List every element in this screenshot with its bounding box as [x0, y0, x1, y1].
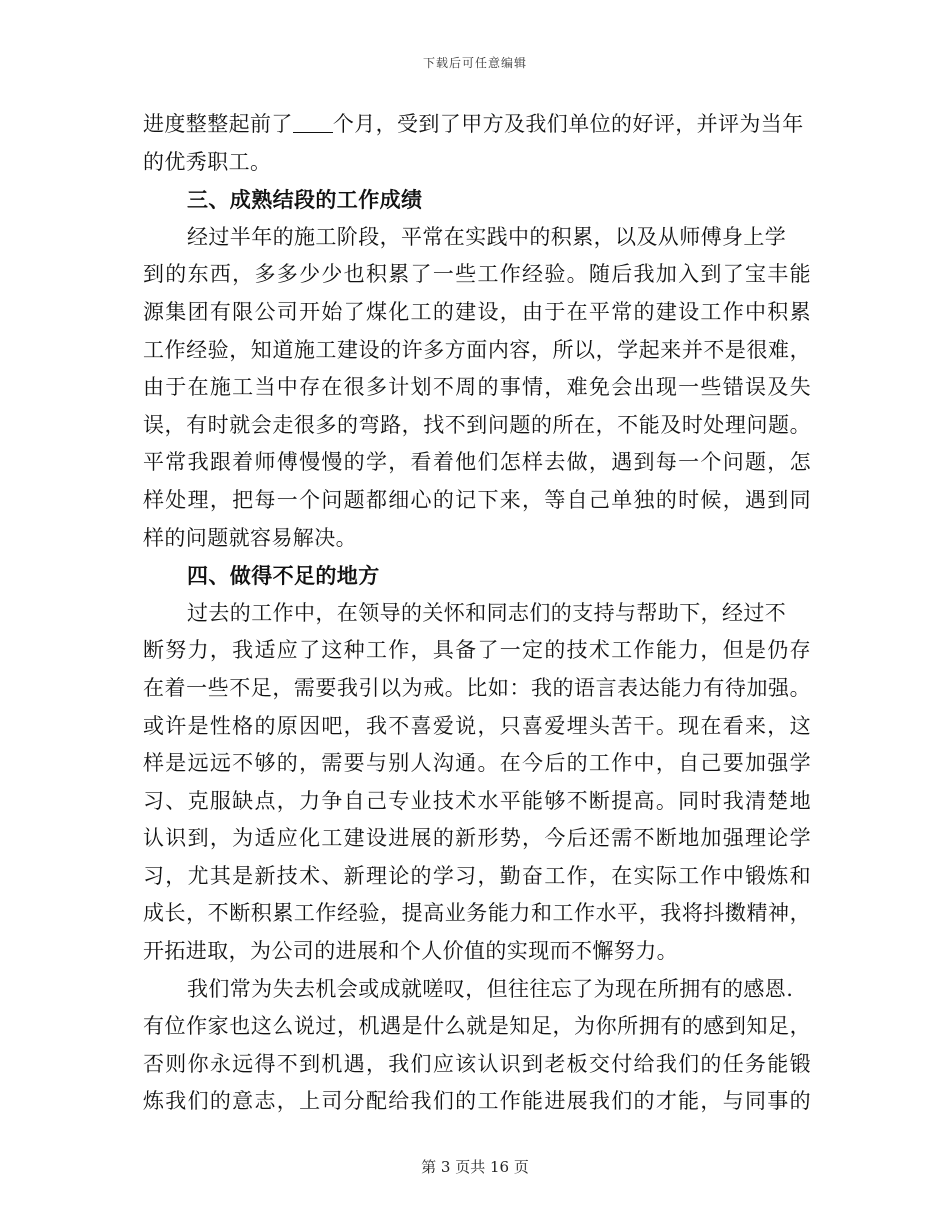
section-heading: 三、成熟结段的工作成绩: [187, 187, 423, 213]
text-line: 炼我们的意志，上司分配给我们的工作能进展我们的才能，与同事的: [143, 1089, 811, 1114]
text-line: 习、克服缺点，力争自己专业技术水平能够不断提高。同时我清楚地: [143, 788, 811, 813]
text-line: 或许是性格的原因吧，我不喜爱说，只喜爱埋头苦干。现在看来，这: [143, 713, 811, 738]
paragraph-first-line: 过去的工作中，在领导的关怀和同志们的支持与帮助下，经过不: [187, 600, 787, 625]
text-line: 到的东西，多多少少也积累了一些工作经验。随后我加入到了宝丰能: [143, 262, 811, 287]
fill-in-blank: [293, 112, 333, 133]
text-line: 的优秀职工。: [143, 149, 272, 174]
text-line: 样的问题就容易解决。: [143, 525, 357, 550]
text-fragment: 个月，受到了甲方及我们单位的好评，并评为当年: [332, 112, 804, 136]
page-header: 下载后可任意编辑: [422, 56, 527, 70]
text-line: [143, 106, 811, 144]
section-heading: 四、做得不足的地方: [187, 563, 380, 589]
text-line: 工作经验，知道施工建设的许多方面内容，所以，学起来并不是很难，: [143, 337, 811, 362]
text-line: 源集团有限公司开始了煤化工的建设，由于在平常的建设工作中积累: [143, 299, 811, 324]
text-line: 成长，不断积累工作经验，提高业务能力和工作水平，我将抖擞精神，: [143, 901, 811, 926]
text-line: 否则你永远得不到机遇，我们应该认识到老板交付给我们的任务能锻: [143, 1051, 811, 1076]
text-line: 有位作家也这么说过，机遇是什么就是知足，为你所拥有的感到知足，: [143, 1014, 811, 1039]
document-body: [143, 106, 811, 1121]
text-line: 样处理，把每一个问题都细心的记下来，等自己单独的时候，遇到同: [143, 487, 811, 512]
paragraph-first-line: 我们常为失去机会或成就嗟叹，但往往忘了为现在所拥有的感恩.: [187, 976, 794, 1001]
text-line: 开拓进取，为公司的进展和个人价值的实现而不懈努力。: [143, 939, 678, 964]
page-footer: 第 3 页共 16 页: [421, 1158, 529, 1176]
text-line: 断努力，我适应了这种工作，具备了一定的技术工作能力，但是仍存: [143, 638, 811, 663]
text-line: 由于在施工当中存在很多计划不周的事情，难免会出现一些错误及失: [143, 375, 811, 400]
paragraph-first-line: 经过半年的施工阶段，平常在实践中的积累，以及从师傅身上学: [187, 224, 787, 249]
text-line: 样是远远不够的，需要与别人沟通。在今后的工作中，自己要加强学: [143, 751, 811, 776]
text-line: 误，有时就会走很多的弯路，找不到问题的所在，不能及时处理问题。: [143, 412, 811, 437]
text-line: 平常我跟着师傅慢慢的学，看着他们怎样去做，遇到每一个问题，怎: [143, 450, 811, 475]
text-fragment: 进度整整起前了: [143, 112, 293, 136]
text-line: 认识到，为适应化工建设进展的新形势，今后还需不断地加强理论学: [143, 826, 811, 851]
text-line: 在着一些不足，需要我引以为戒。比如：我的语言表达能力有待加强。: [143, 675, 811, 700]
text-line: 习，尤其是新技术、新理论的学习，勤奋工作，在实际工作中锻炼和: [143, 863, 811, 888]
